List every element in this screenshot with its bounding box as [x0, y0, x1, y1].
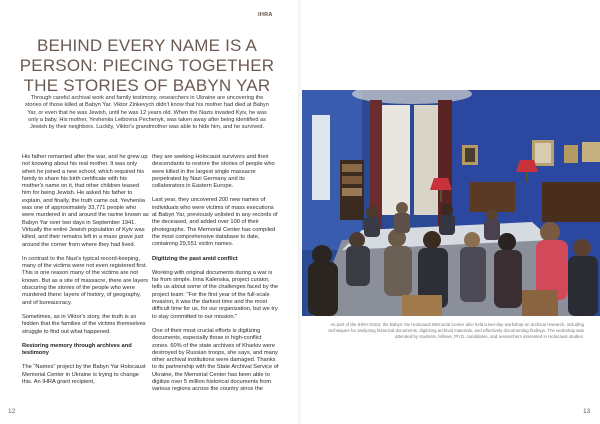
page-number-right: 13	[583, 408, 591, 415]
article-intro: Through careful archival work and family testimony, researchers in Ukraine are uncovering the stories of those killed at Babyn Yar. Viktor Zinkevych didn't know that his mother had died at Babyn Yar, or even that he was Jewish, until he was 12 years old. When the Nazis invaded Kyiv, he was only a baby. His mother, Yevheniia Leibovna Pechenyk, was taken away after being identified as Jewish by their neighbors. Luckily, Viktor's grandmother was able to hide him, and he survived.	[25, 95, 269, 131]
paragraph: Sometimes, as in Viktor's story, the truth is so hidden that the families of the victims themselves struggle to find out what happened.	[22, 313, 146, 335]
paragraph: The "Names" project by the Babyn Yar Holocaust Memorial Center in Ukraine is trying to change this. An IHRA grant recipient,	[22, 364, 146, 386]
section-subhead: Digitizing the past amid conflict	[152, 255, 238, 262]
paragraph: One of their most crucial efforts is digitizing documents, especially those in high-conflict zones. 60% of the state archives of Kharkiv were destroyed by Russian troops, she says, and many other archival institutions were damaged. Thanks to its partnership with the State Archival Service of Ukraine, the Memorial Center has been able to digitize over 5 million historical documents from various regions across the country since the	[152, 327, 279, 393]
paragraph: Working with original documents during a war is far from simple. Inna Kalenska, project curator, tells us about some of the challenges faced by the project team: "For the first year of the full-scale invasion, it was the darkest time and the most difficult time for us, for our organization, but we try to stay committed to our mission."	[152, 269, 279, 320]
paragraph: In contrast to the Nazi's typical record-keeping, many of the victims were not even registered first. This is one reason many of the victims are not known. But as a site of massacre, there are layers obscuring the stories of the people who were murdered there: layers of history, of geography, and of bureaucracy.	[22, 255, 149, 306]
section-subhead: Restoring memory through archives and testimony	[22, 342, 132, 357]
text-column-left	[22, 154, 149, 393]
workshop-illustration	[302, 90, 600, 316]
paragraph: His father remarried after the war, and he grew up not knowing about his real mother. It was only when he joined a new school, which required his family to share his birth certificate with his mother's name on it, that other children teased him for being Jewish. He asked his father to explain, and finally, the truth came out. Yevheniia was one of approximately 33,771 people who were murdered in and around the ravine known as Babyn Yar over two days in September 1941. Virtually the entire Jewish population of Kyiv was killed, and their remains left in a mass grave just around the corner from where they had lived.	[22, 154, 149, 248]
article-title: BEHIND EVERY NAME IS A PERSON: PIECING TOGETHER THE STORIES OF BABYN YAR	[19, 36, 275, 96]
workshop-photo	[302, 90, 600, 316]
section-tag: IHRA	[258, 12, 273, 18]
paragraph: they are seeking Holocaust survivors and their descendants to restore the stories of people who were killed in the largest single massacre perpetrated by Nazi Germany and its collaborators in Eastern Europe.	[152, 154, 275, 190]
paragraph: Last year, they uncovered 200 new names of individuals who were victims of mass executions at Babyn Yar, previously unlisted in any records of the deceased, and added over 100 of their photographs. The Memorial Center has compiled the most comprehensive database to date, containing 29,551 victim names.	[152, 197, 278, 248]
text-column-right	[152, 154, 279, 401]
photo-caption: As part of the IHRA Grant, the Babyn Yar Holocaust Memorial Center also held a two-day workshop on archival research, including techniques for analyzing historical documents, digitizing archival materials, and effectively documenting findings. The workshop was attended by students, fellows, Ph.D. candidates, and researchers interested in Holocaust studies.	[328, 322, 584, 339]
page-number-left: 12	[8, 408, 16, 415]
